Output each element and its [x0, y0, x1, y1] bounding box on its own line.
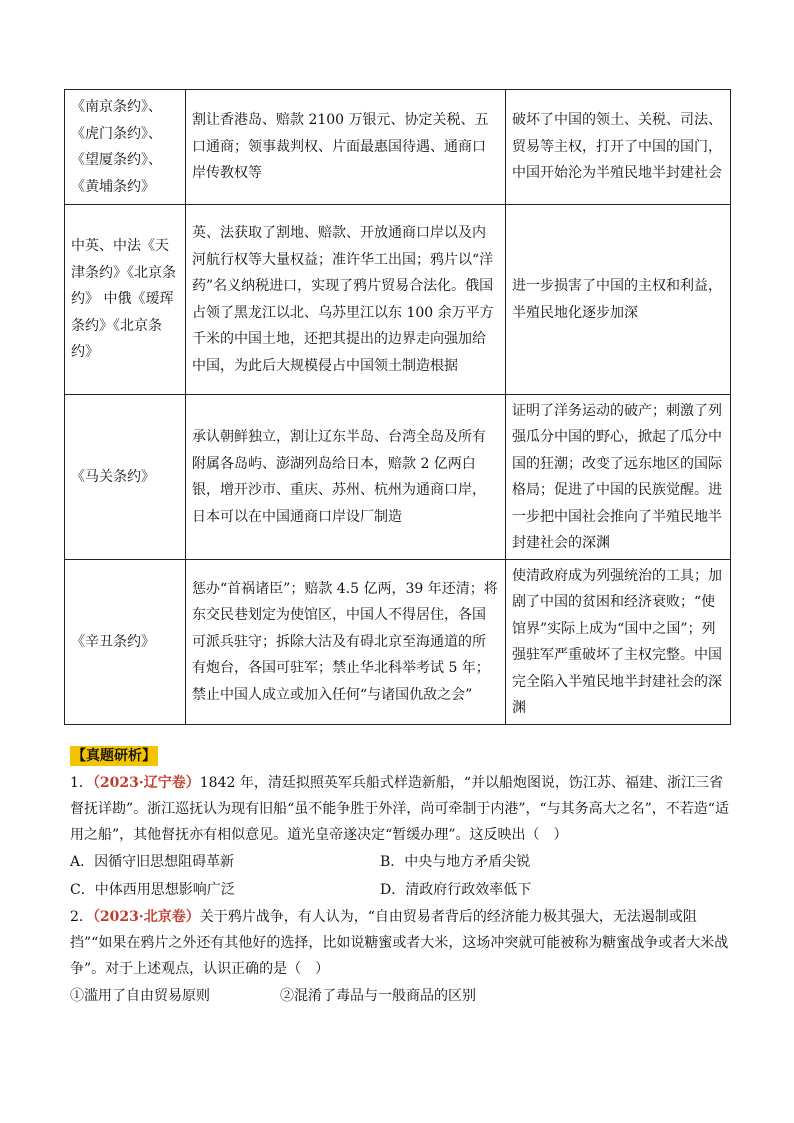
question-source: （2023·辽宁卷）	[92, 775, 200, 791]
treaty-impact-cell: 进一步损害了中国的主权和利益，半殖民地化逐步加深	[506, 205, 731, 395]
question-1	[70, 770, 734, 904]
option-d[interactable]: D．清政府行政效率低下	[380, 882, 532, 898]
treaty-content-cell: 英、法获取了割地、赔款、开放通商口岸以及内河航行权等大量权益；准许华工出国；鸦片以“洋药”名义纳税进口，实现了鸦片贸易合法化。俄国占领了黑龙江以北、乌苏里江以东 100 余万平方千米的中国土地，还把其提出的边界走向强加给中国，为此后大规模侵占中国领土制造根据	[186, 205, 506, 395]
treaty-impact-cell: 使清政府成为列强统治的工具；加剧了中国的贫困和经济衰败；“使馆界”实际上成为“国中之国”；列强驻军严重破坏了主权完整。中国完全陷入半殖民地半封建社会的深渊	[506, 560, 731, 725]
treaty-content-cell: 惩办“首祸诸臣”；赔款 4.5 亿两，39 年还清；将东交民巷划定为使馆区，中国人不得居住，各国可派兵驻守；拆除大沽及有碍北京至海通道的所有炮台，各国可驻军；禁止华北科举考试 5 年；禁止中国人成立或加入任何“与诸国仇敌之会”	[186, 560, 506, 725]
treaty-name-cell: 中英、中法《天津条约》《北京条约》 中俄《瑷珲条约》《北京条约》	[65, 205, 186, 395]
table-row	[65, 560, 731, 725]
treaty-impact-cell: 证明了洋务运动的破产；刺激了列强瓜分中国的野心，掀起了瓜分中国的狂潮；改变了远东地区的国际格局；促进了中国的民族觉醒。进一步把中国社会推向了半殖民地半封建社会的深渊	[506, 395, 731, 560]
treaty-name-cell: 《辛丑条约》	[65, 560, 186, 725]
treaty-table	[64, 89, 731, 725]
table-row	[65, 395, 731, 560]
question-2	[70, 904, 734, 1010]
statement-2: ②混淆了毒品与一般商品的区别	[280, 988, 476, 1004]
treaty-content-cell: 承认朝鲜独立，割让辽东半岛、台湾全岛及所有附属各岛屿、澎湖列岛给日本，赔款 2 亿两白银，增开沙市、重庆、苏州、杭州为通商口岸，日本可以在中国通商口岸设厂制造	[186, 395, 506, 560]
question-text: 1842 年，清廷拟照英军兵船式样造新船，“并以船炮图说，饬江苏、福建、浙江三省督抚详勘”。浙江巡抚认为现有旧船“虽不能争胜于外洋，尚可牵制于内港”，“与其务高大之名”，不若造“适用之船”，其他督抚亦有相似意见。道光皇帝遂决定“暂缓办理”。这反映出（ ）	[70, 775, 729, 843]
table-row	[65, 205, 731, 395]
statement-list	[70, 982, 734, 1010]
question-text: 关于鸦片战争，有人认为，“自由贸易者背后的经济能力极其强大，无法遏制或阻挡”“如果在鸦片之外还有其他好的选择，比如说糖蜜或者大米，这场冲突就可能被称为糖蜜战争或者大米战争”。对于上述观点，认识正确的是（ ）	[70, 909, 729, 977]
question-source: （2023·北京卷）	[92, 909, 200, 925]
options	[70, 848, 734, 904]
treaty-content-cell: 割让香港岛、赔款 2100 万银元、协定关税、五口通商；领事裁判权、片面最惠国待遇、通商口岸传教权等	[186, 90, 506, 205]
question-stem	[70, 770, 734, 848]
question-number: 2．	[70, 909, 93, 925]
option-c[interactable]: C．中体西用思想影响广泛	[70, 882, 235, 898]
option-b[interactable]: B．中央与地方矛盾尖锐	[380, 854, 531, 870]
question-number: 1．	[70, 775, 93, 791]
statement-1: ①滥用了自由贸易原则	[70, 988, 210, 1004]
treaty-name-cell: 《南京条约》、《虎门条约》、《望厦条约》、《黄埔条约》	[65, 90, 186, 205]
table-row	[65, 90, 731, 205]
option-a[interactable]: A．因循守旧思想阻碍革新	[70, 854, 235, 870]
treaty-impact-cell: 破坏了中国的领土、关税、司法、贸易等主权，打开了中国的国门，中国开始沦为半殖民地半封建社会	[506, 90, 731, 205]
exam-section	[70, 743, 734, 1010]
treaty-name-cell: 《马关条约》	[65, 395, 186, 560]
question-stem	[70, 904, 734, 982]
section-title: 【真题研析】	[72, 748, 156, 764]
